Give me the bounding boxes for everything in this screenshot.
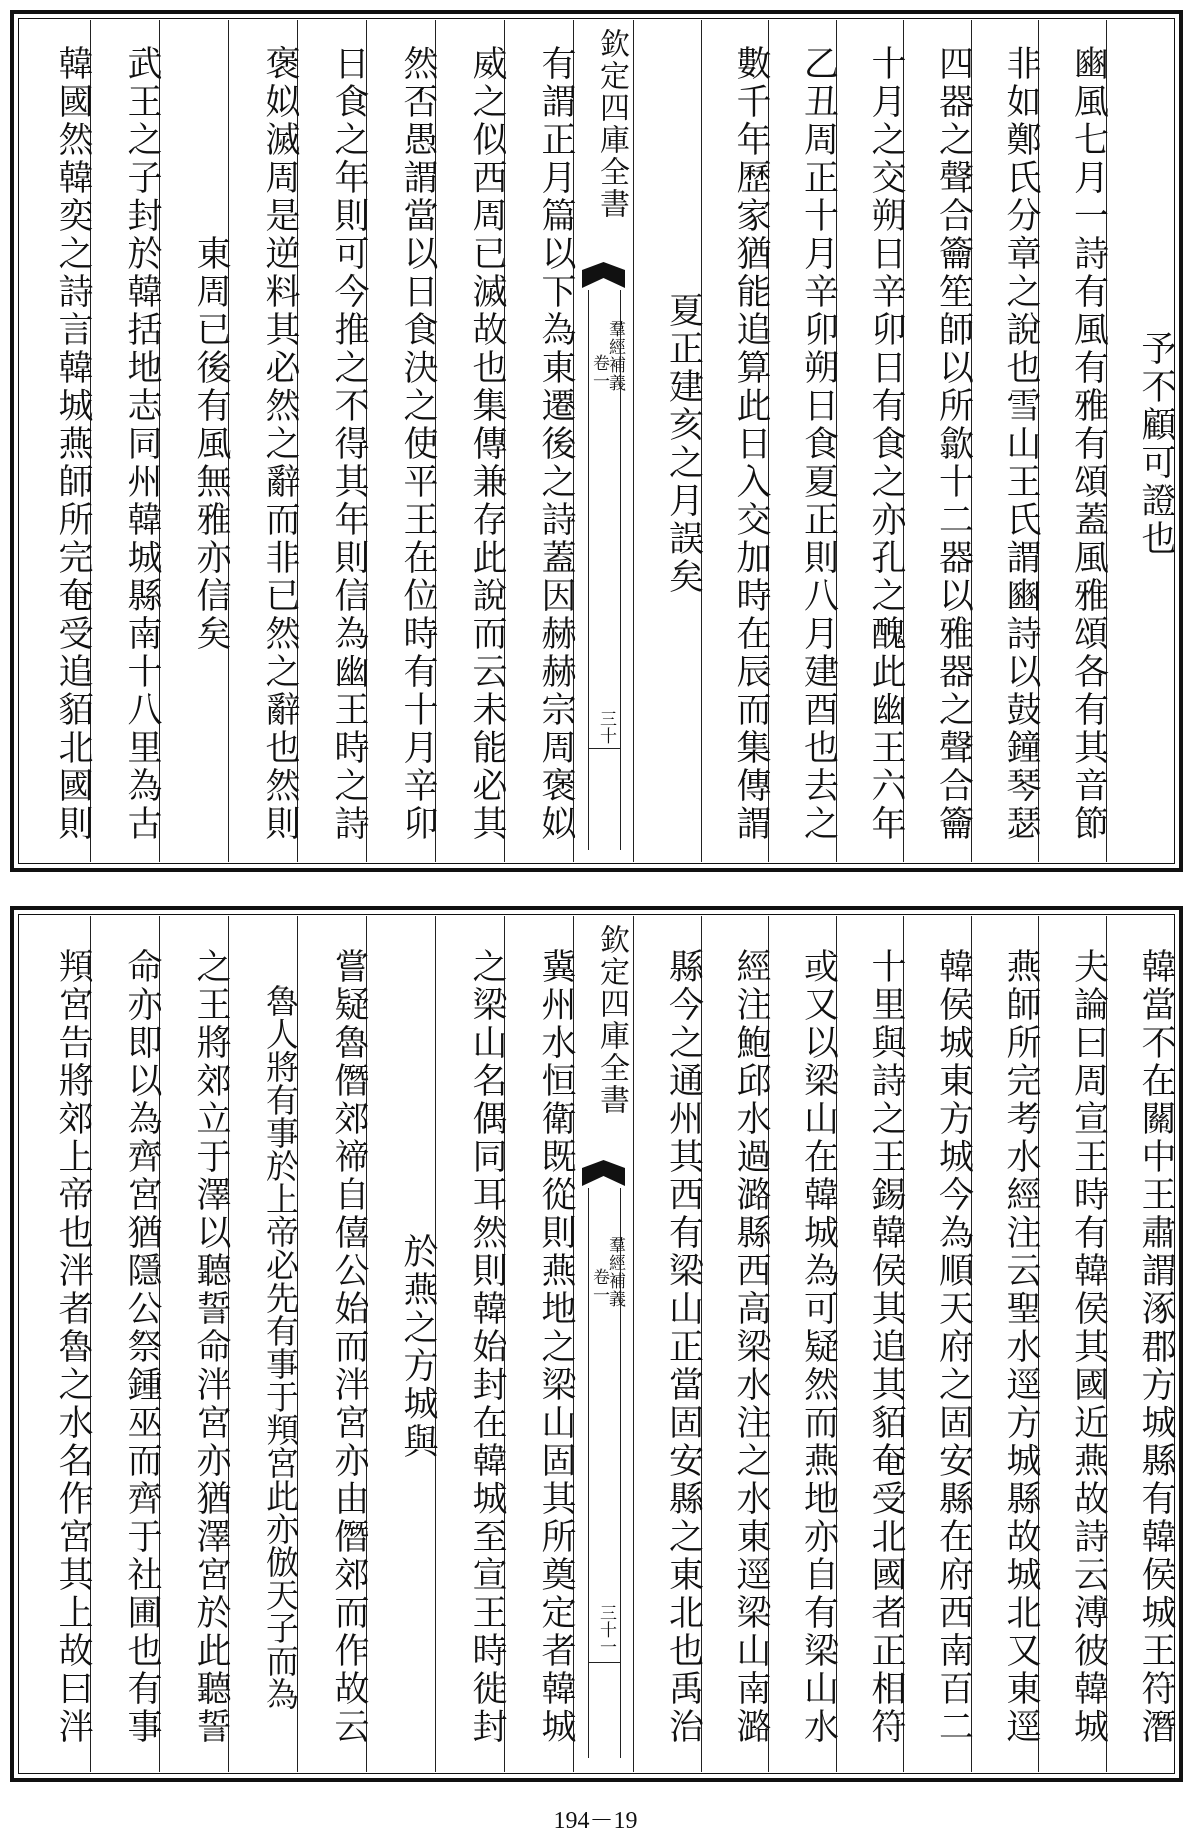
column-text: 東周已後有風無雅亦信矣	[191, 235, 231, 653]
column-text: 四器之聲合籥笙師以所歙十二器以雅器之聲合籥	[933, 45, 974, 843]
text-column	[504, 20, 576, 862]
text-column	[1106, 916, 1174, 1772]
column-text: 或又以梁山在韓城為可疑然而燕地亦自有梁山水	[798, 948, 839, 1746]
text-column	[366, 20, 438, 862]
fold-title: 欽定四庫全書	[594, 924, 629, 1116]
upper-fold-column	[573, 20, 633, 862]
fish-tail-mark-icon	[582, 1160, 625, 1186]
fold-juan: 卷一	[589, 354, 609, 390]
column-text: 非如鄭氏分章之說也雪山王氏謂豳詩以鼓鐘琴瑟	[1001, 45, 1041, 843]
text-column	[1038, 916, 1109, 1772]
text-column	[768, 20, 839, 862]
page-number: 194－19	[553, 1808, 638, 1834]
column-text: 經注鮑邱水過潞縣西高梁水注之水東逕梁山南潞	[731, 948, 771, 1746]
column-text: 之王將郊立于澤以聽誓命泮宮亦猶澤宮於此聽誓	[191, 948, 231, 1746]
fold-book-name: 羣經補義	[605, 1236, 625, 1308]
text-column	[297, 20, 369, 862]
column-text: 之梁山名偶同耳然則韓始封在韓城至宣王時徙封	[467, 948, 507, 1746]
fish-tail-mark-icon	[582, 262, 625, 288]
column-text: 嘗疑魯僭郊禘自僖公始而泮宮亦由僭郊而作故云	[329, 948, 369, 1746]
column-text: 日食之年則可今推之不得其年則信為幽王時之詩	[329, 45, 369, 843]
text-column	[1106, 20, 1174, 862]
column-text: 命亦即以為齊宮猶隱公祭鍾巫而齊于社圃也有事	[122, 948, 162, 1746]
fold-book-name: 羣經補義	[605, 320, 625, 392]
text-column	[504, 916, 576, 1772]
column-text: 有謂正月篇以下為東遷後之詩蓋因赫赫宗周褒姒	[536, 45, 576, 843]
upper-left-text-block	[20, 20, 576, 862]
column-text: 韓侯城東方城今為順天府之固安縣在府西南百二	[933, 948, 974, 1746]
upper-right-text-block	[633, 20, 1176, 862]
column-text: 頖宮告將郊上帝也泮者魯之水名作宮其上故曰泮	[53, 948, 93, 1746]
column-text: 韓國然韓奕之詩言韓城燕師所完奄受追貊北國則	[53, 45, 93, 843]
column-text: 韓當不在關中王肅謂涿郡方城縣有韓侯城王符潛	[1136, 948, 1176, 1746]
fold-folio-number: 三十	[596, 710, 616, 744]
upper-page	[0, 0, 1191, 880]
column-text: 十里與詩之王錫韓侯其追其貊奄受北國者正相符	[866, 948, 906, 1746]
lower-fold-column	[573, 916, 633, 1772]
text-column	[90, 916, 162, 1772]
text-column	[836, 20, 904, 862]
column-text: 於燕之方城與	[398, 1233, 438, 1461]
text-column	[701, 20, 769, 862]
text-column	[1038, 20, 1109, 862]
fold-title: 欽定四庫全書	[594, 28, 629, 220]
column-text: 豳風七月一詩有風有雅有頌蓋風雅頌各有其音節	[1068, 45, 1109, 843]
lower-page	[0, 898, 1191, 1790]
text-column	[633, 916, 704, 1772]
text-column	[20, 20, 93, 862]
text-column	[20, 916, 93, 1772]
fold-folio-number: 三十一	[596, 1604, 616, 1655]
text-column	[971, 20, 1039, 862]
column-text: 威之似西周已滅故也集傳兼存此說而云未能必其	[467, 45, 507, 843]
lower-right-text-block	[633, 916, 1176, 1772]
column-text: 魯人將有事於上帝必先有事于頖宮此亦倣天子而為	[261, 984, 300, 1710]
text-column	[159, 20, 231, 862]
column-text: 夏正建亥之月誤矣	[663, 292, 704, 596]
text-column	[90, 20, 162, 862]
text-column	[701, 916, 769, 1772]
column-text: 乙丑周正十月辛卯朔日食夏正則八月建酉也去之	[798, 45, 839, 843]
text-column	[971, 916, 1039, 1772]
column-text: 縣今之通州其西有梁山正當固安縣之東北也禹治	[663, 948, 704, 1746]
column-text: 然否愚謂當以日食決之使平王在位時有十月辛卯	[398, 45, 438, 843]
text-column	[633, 20, 704, 862]
column-text: 燕師所完考水經注云聖水逕方城縣故城北又東逕	[1001, 948, 1041, 1746]
column-text: 夫論曰周宣王時有韓侯其國近燕故詩云溥彼韓城	[1068, 948, 1109, 1746]
text-column	[228, 916, 300, 1772]
text-column	[228, 20, 300, 862]
text-column	[297, 916, 369, 1772]
column-text: 冀州水恒衛既從則燕地之梁山固其所奠定者韓城	[536, 948, 576, 1746]
text-column	[903, 20, 974, 862]
column-text: 數千年歷家猶能追算此日入交加時在辰而集傳謂	[731, 45, 771, 843]
text-column	[435, 916, 507, 1772]
text-column	[366, 916, 438, 1772]
column-text: 褒姒滅周是逆料其必然之辭而非已然之辭也然則	[260, 45, 300, 843]
lower-left-text-block	[20, 916, 576, 1772]
column-text: 予不顧可證也	[1136, 330, 1176, 558]
fold-juan: 卷一	[589, 1268, 609, 1304]
text-column	[903, 916, 974, 1772]
text-column	[836, 916, 904, 1772]
text-column	[159, 916, 231, 1772]
column-text: 武王之子封於韓括地志同州韓城縣南十八里為古	[122, 45, 162, 843]
column-text: 十月之交朔日辛卯日有食之亦孔之醜此幽王六年	[866, 45, 906, 843]
text-column	[768, 916, 839, 1772]
text-column	[435, 20, 507, 862]
